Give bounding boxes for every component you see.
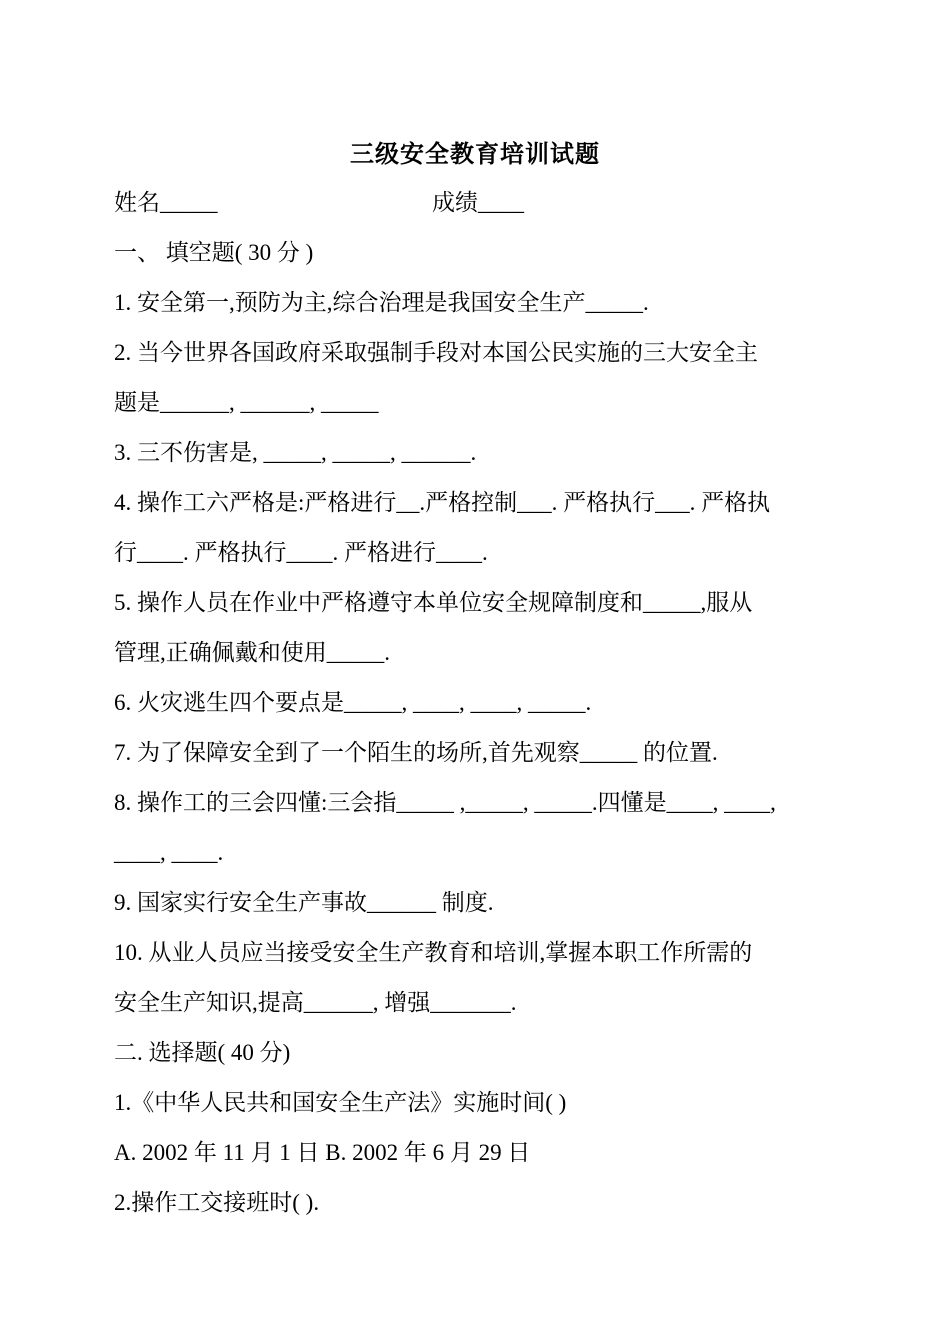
question-2-line-1: 2. 当今世界各国政府采取强制手段对本国公民实施的三大安全主: [114, 340, 758, 365]
question-1: 1. 安全第一,预防为主,综合治理是我国安全生产_____.: [114, 290, 649, 315]
question-4-line-2: 行____. 严格执行____. 严格进行____.: [114, 540, 488, 565]
document-body: [114, 178, 859, 1228]
mc-question-1: 1.《中华人民共和国安全生产法》实施时间( ): [114, 1090, 567, 1115]
name-field-label: 姓名_____: [114, 190, 218, 215]
section-heading-multiple-choice: 二. 选择题( 40 分): [114, 1040, 291, 1065]
section-heading-fill-blank: 一、 填空题( 30 分 ): [114, 240, 314, 265]
question-6: 6. 火灾逃生四个要点是_____, ____, ____, _____.: [114, 690, 592, 715]
name-score-row: [114, 178, 859, 228]
question-8-line-1: 8. 操作工的三会四懂:三会指_____ ,_____, _____.四懂是____, ____,: [114, 790, 776, 815]
question-2-line-2: 题是______, ______, _____: [114, 390, 379, 415]
page-title: 三级安全教育培训试题: [350, 142, 600, 168]
question-5-line-2: 管理,正确佩戴和使用_____.: [114, 640, 390, 665]
question-8-line-2: ____, ____.: [114, 840, 224, 865]
question-9: 9. 国家实行安全生产事故______ 制度.: [114, 890, 494, 915]
question-5-line-1: 5. 操作人员在作业中严格遵守本单位安全规障制度和_____,服从: [114, 590, 753, 615]
question-4-line-1: 4. 操作工六严格是:严格进行__.严格控制___. 严格执行___. 严格执: [114, 490, 771, 515]
question-10-line-2: 安全生产知识,提高______, 增强_______.: [114, 990, 517, 1015]
score-field-label: 成绩____: [432, 190, 524, 215]
mc-question-1-options: A. 2002 年 11 月 1 日 B. 2002 年 6 月 29 日: [114, 1140, 531, 1165]
question-7: 7. 为了保障安全到了一个陌生的场所,首先观察_____ 的位置.: [114, 740, 718, 765]
question-10-line-1: 10. 从业人员应当接受安全生产教育和培训,掌握本职工作所需的: [114, 940, 753, 965]
question-3: 3. 三不伤害是, _____, _____, ______.: [114, 440, 477, 465]
mc-question-2: 2.操作工交接班时( ).: [114, 1190, 320, 1215]
